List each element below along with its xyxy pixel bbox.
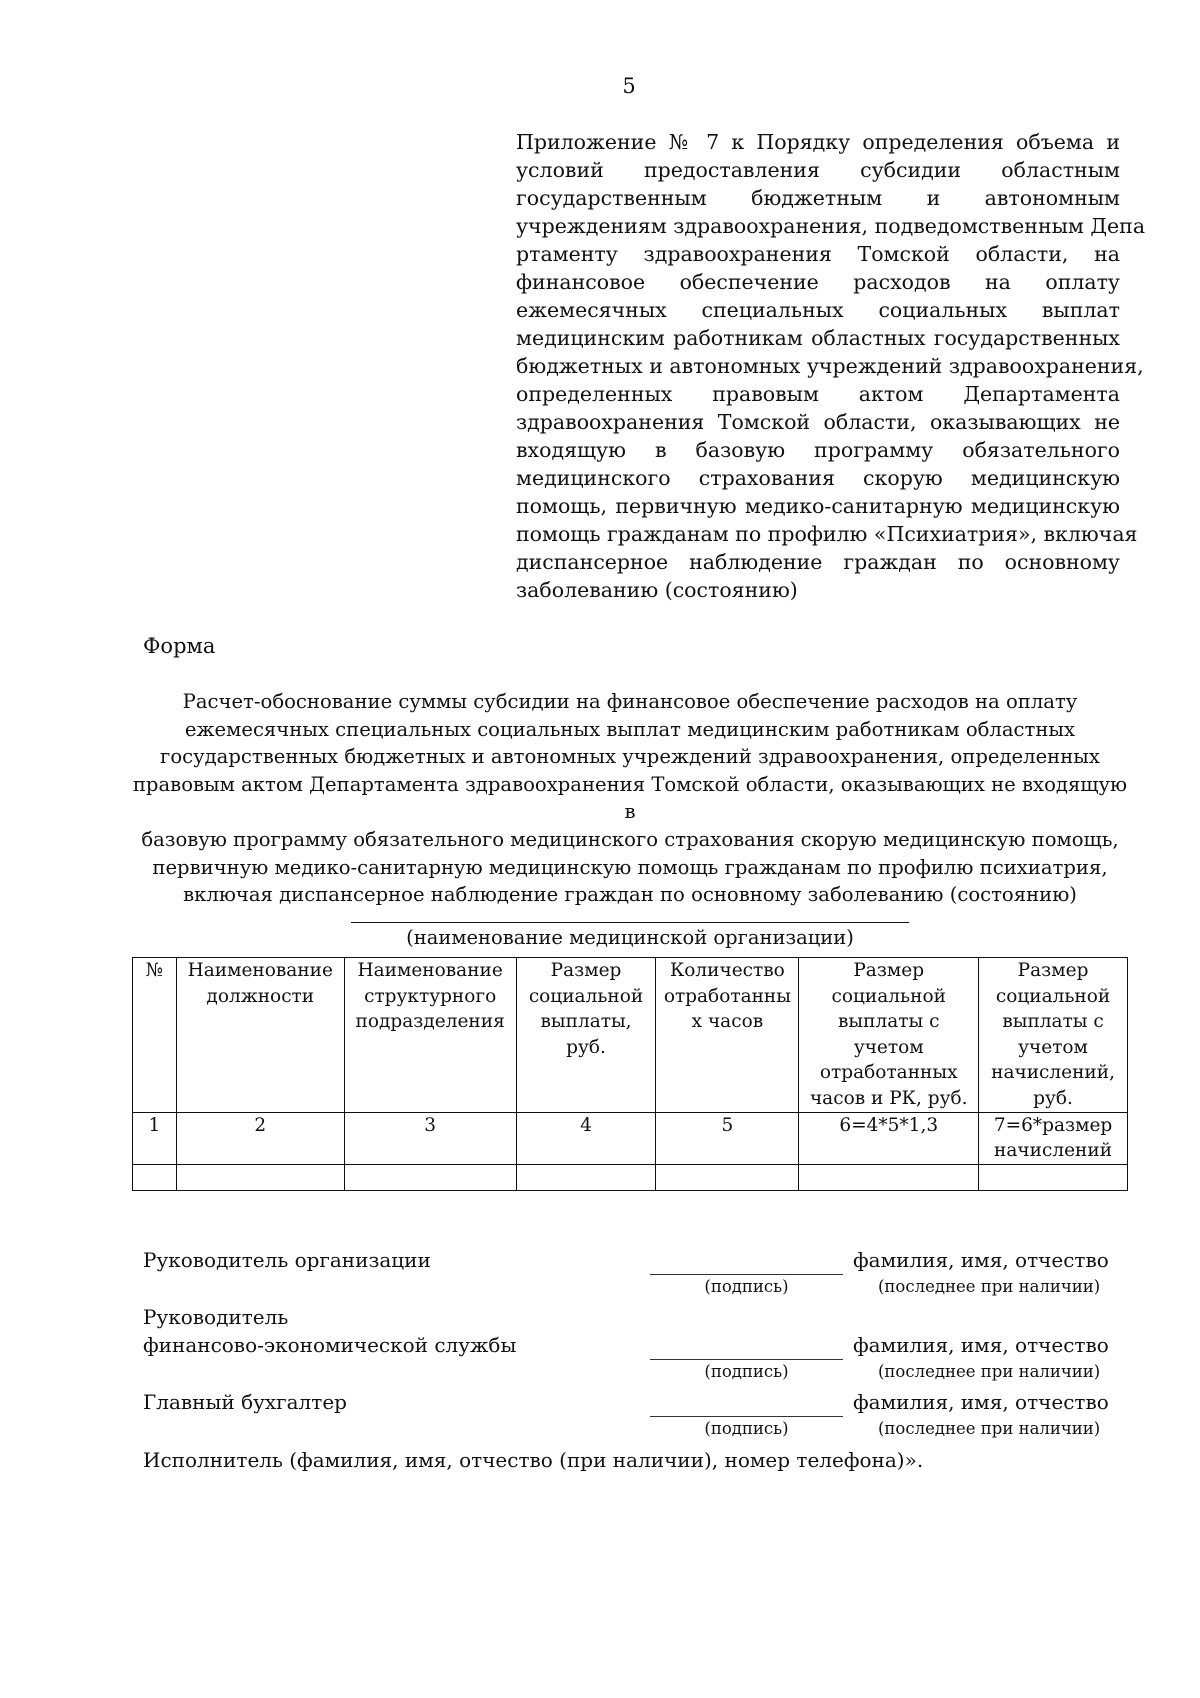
title-line: базовую программу обязательного медицинского страхования скорую медицинскую помощь, (141, 827, 1119, 851)
executor-line: Исполнитель (фамилия, имя, отчество (при наличии), номер телефона)». (143, 1448, 924, 1472)
column-header (799, 958, 979, 1113)
appendix-line: входящую в базовую программу обязательного (516, 438, 1120, 462)
appendix-line: учреждениям здравоохранения, подведомственным Депа (516, 214, 1146, 238)
appendix-header (516, 128, 1146, 604)
cell-text: выплаты с (838, 1011, 940, 1033)
head-signature-line (650, 1274, 843, 1275)
title-line: правовым актом Департамента здравоохранения Томской области, оказывающих не входящую в (132, 772, 1128, 824)
accountant-fio-caption: (последнее при наличии) (878, 1419, 1101, 1438)
table-cell (176, 1112, 344, 1164)
column-header (979, 958, 1128, 1113)
table-cell (979, 1164, 1128, 1190)
cell-text: начислений (994, 1140, 1113, 1162)
appendix-line: медицинским работникам областных государственных (516, 326, 1120, 350)
cell-text: 5 (721, 1114, 734, 1136)
appendix-line: финансовое обеспечение расходов на оплату (516, 270, 1120, 294)
table-cell (656, 1164, 799, 1190)
title-line: Расчет-обоснование суммы субсидии на финансовое обеспечение расходов на оплату (182, 690, 1078, 713)
cell-text: Наименование (187, 960, 333, 981)
cell-text: № (145, 960, 164, 981)
column-header (176, 958, 344, 1113)
org-name-caption: (наименование медицинской организации) (406, 926, 854, 949)
accountant-fio: фамилия, имя, отчество (853, 1390, 1109, 1414)
cell-text: Количество (669, 960, 785, 981)
appendix-line: условий предоставления субсидии областным (516, 158, 1120, 182)
cell-text: часов и РК, руб. (809, 1087, 968, 1109)
cell-text: 2 (254, 1114, 267, 1136)
appendix-line: бюджетных и автономных учреждений здравоохранения, (516, 354, 1144, 378)
table-cell (176, 1164, 344, 1190)
table-header-row (133, 958, 1128, 1113)
title-line: государственных бюджетных и автономных учреждений здравоохранения, определенных (160, 745, 1100, 769)
cell-text: выплаты с (1002, 1011, 1104, 1033)
document-title (130, 688, 1130, 909)
column-header (344, 958, 516, 1113)
fin-head-signature-line (650, 1359, 843, 1360)
cell-text: отработанны (663, 985, 791, 1007)
table-cell (656, 1112, 799, 1164)
table-cell (799, 1164, 979, 1190)
cell-text: начислений, (991, 1062, 1115, 1084)
cell-text: подразделения (355, 1011, 505, 1033)
head-of-org-label: Руководитель организации (143, 1248, 431, 1272)
fin-head-label-line1: Руководитель (143, 1305, 289, 1329)
table-row (133, 1112, 1128, 1164)
cell-text: Размер (853, 960, 925, 981)
accountant-signature-line (650, 1416, 843, 1417)
cell-text: должности (206, 985, 315, 1007)
cell-text: учетом (853, 1036, 924, 1058)
appendix-line: медицинского страхования скорую медицинскую (516, 466, 1120, 490)
cell-text: 7=6*размер (993, 1114, 1113, 1136)
appendix-line: государственным бюджетным и автономным (516, 186, 1120, 210)
cell-text: 1 (148, 1114, 161, 1136)
fin-head-signature-caption: (подпись) (704, 1362, 789, 1381)
head-fio: фамилия, имя, отчество (853, 1248, 1109, 1272)
appendix-line: определенных правовым актом Департамента (516, 382, 1120, 406)
column-header (656, 958, 799, 1113)
appendix-line: Приложение № 7 к Порядку определения объема и (516, 130, 1120, 154)
table-cell (133, 1112, 177, 1164)
cell-text: социальной (528, 985, 644, 1007)
cell-text: 6=4*5*1,3 (839, 1114, 939, 1136)
title-line: первичную медико-санитарную медицинскую помощь гражданам по профилю психиатрия, (152, 855, 1108, 879)
appendix-line: помощь, первичную медико-санитарную медицинскую (516, 494, 1120, 518)
table-cell (133, 1164, 177, 1190)
cell-text: Размер (550, 960, 622, 981)
title-line: включая диспансерное наблюдение граждан по основному заболеванию (состоянию) (183, 883, 1077, 907)
cell-text: руб. (1033, 1087, 1073, 1109)
cell-text: учетом (1018, 1036, 1088, 1058)
page-number: 5 (622, 74, 636, 98)
table-cell (979, 1112, 1128, 1164)
head-signature-caption: (подпись) (704, 1277, 789, 1296)
cell-text: х часов (691, 1011, 764, 1033)
cell-text: 4 (580, 1114, 592, 1136)
fin-head-fio: фамилия, имя, отчество (853, 1333, 1109, 1357)
cell-text: руб. (566, 1036, 606, 1058)
cell-text: Наименование (357, 960, 503, 981)
accountant-signature-caption: (подпись) (704, 1419, 789, 1438)
cell-text: социальной (831, 985, 946, 1007)
cell-text: выплаты, (540, 1011, 632, 1033)
cell-text: 3 (424, 1114, 437, 1136)
column-header (516, 958, 656, 1113)
table-cell (344, 1164, 516, 1190)
cell-text: отработанных (819, 1062, 958, 1084)
title-line: ежемесячных специальных социальных выплат медицинским работникам областных (184, 717, 1076, 741)
cell-text: Размер (1017, 960, 1089, 981)
cell-text: социальной (995, 985, 1111, 1007)
table-row (133, 1164, 1128, 1190)
appendix-line: здравоохранения Томской области, оказывающих не (516, 410, 1120, 434)
table-cell (799, 1112, 979, 1164)
appendix-line: диспансерное наблюдение граждан по основному (516, 550, 1120, 574)
cell-text: структурного (364, 985, 497, 1007)
chief-accountant-label: Главный бухгалтер (143, 1390, 347, 1414)
org-name-line (351, 922, 909, 923)
fin-head-label-line2: финансово-экономической службы (143, 1333, 517, 1357)
table-cell (344, 1112, 516, 1164)
column-header (133, 958, 177, 1113)
appendix-line: помощь гражданам по профилю «Психиатрия», включая (516, 522, 1138, 546)
form-label: Форма (143, 634, 216, 658)
appendix-line: ежемесячных специальных социальных выплат (516, 298, 1120, 322)
calculation-table (132, 957, 1128, 1191)
table-cell (516, 1112, 656, 1164)
table-cell (516, 1164, 656, 1190)
fin-head-fio-caption: (последнее при наличии) (878, 1362, 1101, 1381)
appendix-line: заболеванию (состоянию) (516, 578, 798, 602)
appendix-line: ртаменту здравоохранения Томской области, на (516, 242, 1120, 266)
head-fio-caption: (последнее при наличии) (878, 1277, 1101, 1296)
